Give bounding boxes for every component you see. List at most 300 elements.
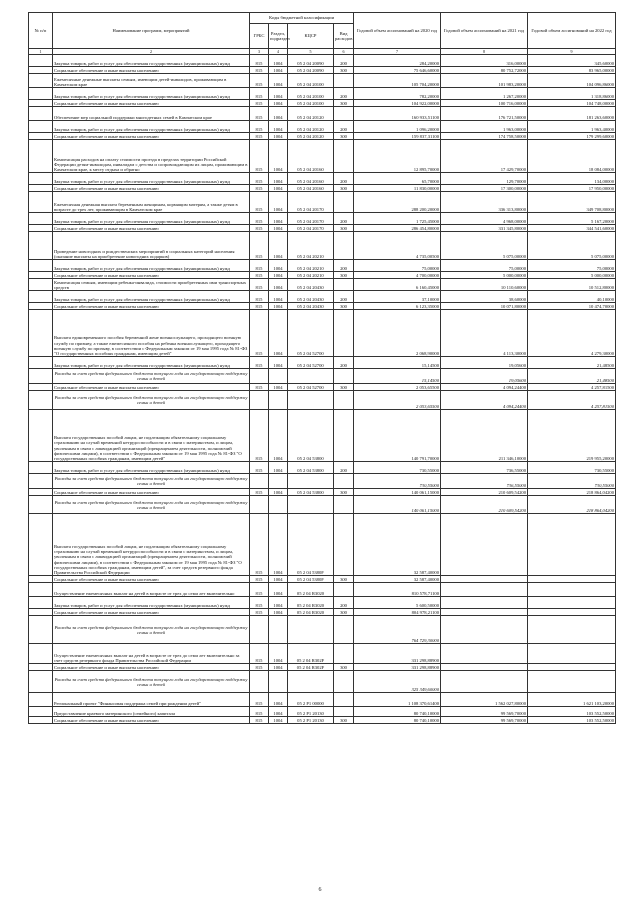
cell-2022: 349 708,80000 <box>528 192 616 213</box>
cell-2021: 336 313,80000 <box>441 192 528 213</box>
cell-vr: 300 <box>334 133 354 140</box>
cell-2022: 104 096,86000 <box>528 74 616 88</box>
cell-2021: 316,00000 <box>441 55 528 67</box>
cell-2022: 83 965,00000 <box>528 67 616 74</box>
cell-num <box>29 121 53 133</box>
cell-vr: 300 <box>334 717 354 724</box>
cell-2020: 730,55000 <box>354 462 441 474</box>
cell-2020: 4 700,00000 <box>354 272 441 279</box>
cell-2020: 1 108 370,61400 <box>354 693 441 707</box>
cell-name: Закупка товаров, работ и услуг для обеспечения государственных (муниципальных) нужд <box>53 88 250 100</box>
cell-2022 <box>528 671 616 693</box>
cell-name: Ежемесячные денежные выплаты семьям, имеющим детей-инвалидов, проживающим в Камчатском крае <box>53 74 250 88</box>
cell-name: Закупка товаров, работ и услуг для обеспечения государственных (муниципальных) нужд <box>53 597 250 609</box>
cell-grbs: 815 <box>250 107 269 121</box>
table-row <box>29 693 616 707</box>
cell-2020: 140 061,15000 <box>354 496 441 514</box>
cell-2020: 159 837,31100 <box>354 133 441 140</box>
cell-section: 1004 <box>269 707 288 717</box>
table-row <box>29 232 616 260</box>
cell-vr <box>334 474 354 489</box>
cell-name: Предоставление краевого материнского (семейного) капитала <box>53 707 250 717</box>
cell-vr <box>334 232 354 260</box>
cell-2020: 140 061,15000 <box>354 489 441 496</box>
table-row <box>29 310 616 357</box>
cell-num <box>29 496 53 514</box>
cell-2022: 218 864,04200 <box>528 496 616 514</box>
table-row <box>29 107 616 121</box>
cell-vr <box>334 410 354 462</box>
cell-2022: 1 963,40000 <box>528 121 616 133</box>
cell-2021: 4 094,24400 <box>441 391 528 410</box>
cell-grbs: 815 <box>250 717 269 724</box>
cell-num <box>29 192 53 213</box>
cell-name: Выплата государственных пособий лицам, не подлежащим обязательному социальному страхованию на случай временной нетрудоспособности и в связи с материнством, и лицам, уволенным в связи с ликвидацией организаций (прекращением деятельности, полномочий физическими лицами), в соответствии с Федеральным законом от 19 мая 1995 года № 81-ФЗ "О государственных пособиях гражданам, имеющим детей" <box>53 410 250 462</box>
cell-2021: 211 346,10000 <box>441 410 528 462</box>
cell-section: 1004 <box>269 67 288 74</box>
cell-ktsr: 05 2 04 R3020 <box>288 609 334 616</box>
cell-grbs: 815 <box>250 55 269 67</box>
table-row <box>29 410 616 462</box>
cell-2022 <box>528 644 616 664</box>
cell-2020: 782,20000 <box>354 88 441 100</box>
cell-2020: 6 123,35000 <box>354 303 441 310</box>
budget-table <box>28 12 616 724</box>
table-note-row <box>29 369 616 384</box>
table-row <box>29 609 616 616</box>
cell-num <box>29 88 53 100</box>
cell-grbs: 815 <box>250 597 269 609</box>
cell-section: 1004 <box>269 173 288 185</box>
cell-vr: 200 <box>334 260 354 272</box>
cell-name: Закупка товаров, работ и услуг для обеспечения государственных (муниципальных) нужд <box>53 213 250 225</box>
col-num-9: 9 <box>528 49 616 55</box>
cell-2021: 331 345,80000 <box>441 225 528 232</box>
cell-num <box>29 609 53 616</box>
cell-ktsr: 05 2 04 53800 <box>288 410 334 462</box>
cell-vr: 300 <box>334 576 354 583</box>
table-row <box>29 260 616 272</box>
cell-2020: 65,70000 <box>354 173 441 185</box>
budget-table-body <box>29 55 616 724</box>
cell-vr <box>334 707 354 717</box>
cell-vr <box>334 583 354 597</box>
cell-2022: 103 552,50000 <box>528 707 616 717</box>
table-row <box>29 67 616 74</box>
cell-2020: 32 587,40000 <box>354 576 441 583</box>
cell-ktsr: 05 2 04 20120 <box>288 121 334 133</box>
cell-2022: 218 864,04200 <box>528 489 616 496</box>
cell-vr: 200 <box>334 291 354 303</box>
cell-ktsr: 05 2 04 20160 <box>288 173 334 185</box>
cell-grbs: 815 <box>250 232 269 260</box>
cell-name: Ежемесячная денежная выплата беременным женщинам, кормящим матерям, а также детям в возрасте до трех лет, проживающим в Камчатском крае <box>53 192 250 213</box>
cell-vr <box>334 644 354 664</box>
cell-ktsr: 05 2 04 20170 <box>288 225 334 232</box>
cell-ktsr: 05 2 04 20160 <box>288 185 334 192</box>
cell-section: 1004 <box>269 225 288 232</box>
table-row <box>29 717 616 724</box>
cell-vr: 200 <box>334 213 354 225</box>
cell-name: Компенсация семьям, имеющим ребенка-инвалида, стоимости приобретенных ими транспортных средств <box>53 279 250 291</box>
cell-section: 1004 <box>269 192 288 213</box>
table-row <box>29 225 616 232</box>
cell-name: Выплата государственных пособий лицам, не подлежащим обязательному социальному страхованию на случай временной нетрудоспособности и в связи с материнством, и лицам, уволенным в связи с ликвидацией организаций (прекращением деятельности, полномочий физическими лицами), в соответствии с Федеральным законом от 19 мая 1995 года № 81-ФЗ "О государственных пособиях гражданам, имеющим детей", за счет средств резервного фонда Правительства Российской Федерации <box>53 514 250 576</box>
cell-vr: 300 <box>334 67 354 74</box>
cell-2020: 11 830,00000 <box>354 185 441 192</box>
cell-ktsr: 05 2 04 20100 <box>288 100 334 107</box>
table-note-row <box>29 496 616 514</box>
cell-num <box>29 489 53 496</box>
cell-vr: 200 <box>334 88 354 100</box>
cell-section: 1004 <box>269 55 288 67</box>
cell-grbs: 815 <box>250 272 269 279</box>
cell-num <box>29 213 53 225</box>
cell-name: Социальное обеспечение и иные выплаты населению <box>53 717 250 724</box>
cell-name: Расходы за счет средств федерального бюджета текущего года на государственную поддержку семьи и детей <box>53 496 250 514</box>
cell-name: Закупка товаров, работ и услуг для обеспечения государственных (муниципальных) нужд <box>53 173 250 185</box>
cell-num <box>29 410 53 462</box>
cell-vr <box>334 616 354 644</box>
table-row <box>29 576 616 583</box>
cell-2021: 1 267,20000 <box>441 88 528 100</box>
cell-ktsr: 05 2 04 20210 <box>288 232 334 260</box>
cell-vr: 200 <box>334 462 354 474</box>
cell-ktsr: 05 2 04 20430 <box>288 279 334 291</box>
cell-2022: 5 167,20000 <box>528 213 616 225</box>
cell-2020: 284,20000 <box>354 55 441 67</box>
cell-section: 1004 <box>269 260 288 272</box>
cell-ktsr <box>288 671 334 693</box>
cell-vr: 300 <box>334 609 354 616</box>
cell-name: Социальное обеспечение и иные выплаты населению <box>53 576 250 583</box>
cell-2022 <box>528 576 616 583</box>
cell-2021 <box>441 616 528 644</box>
cell-2022 <box>528 609 616 616</box>
cell-name: Социальное обеспечение и иные выплаты населению <box>53 185 250 192</box>
cell-name: Расходы за счет средств федерального бюджета текущего года на государственную поддержку семьи и детей <box>53 671 250 693</box>
col-header-2022: Годовой объем ассигнований на 2022 год <box>528 13 616 49</box>
cell-section: 1004 <box>269 121 288 133</box>
cell-name: Закупка товаров, работ и услуг для обеспечения государственных (муниципальных) нужд <box>53 260 250 272</box>
table-row <box>29 664 616 671</box>
cell-section: 1004 <box>269 185 288 192</box>
cell-2020: 32 587,40000 <box>354 514 441 576</box>
cell-grbs: 815 <box>250 185 269 192</box>
cell-ktsr: 05 2 04 20090 <box>288 67 334 74</box>
cell-name: Социальное обеспечение и иные выплаты населению <box>53 225 250 232</box>
cell-2022: 730,55000 <box>528 462 616 474</box>
cell-ktsr: 05 2 04 5380F <box>288 576 334 583</box>
page-number: 6 <box>318 887 322 893</box>
cell-section: 1004 <box>269 232 288 260</box>
cell-2021: 17 300,00000 <box>441 185 528 192</box>
cell-2022: 75,00000 <box>528 260 616 272</box>
cell-num <box>29 225 53 232</box>
cell-vr <box>334 140 354 173</box>
cell-2022: 21,48500 <box>528 369 616 384</box>
cell-grbs: 815 <box>250 303 269 310</box>
cell-vr: 200 <box>334 173 354 185</box>
cell-grbs: 815 <box>250 133 269 140</box>
cell-2021: 736,55000 <box>441 474 528 489</box>
table-note-row <box>29 671 616 693</box>
cell-2021 <box>441 609 528 616</box>
cell-section: 1004 <box>269 140 288 173</box>
cell-ktsr: 05 2 04 52700 <box>288 310 334 357</box>
cell-ktsr: 05 2 P1 20130 <box>288 717 334 724</box>
cell-num <box>29 664 53 671</box>
cell-2022: 134,00000 <box>528 173 616 185</box>
cell-2020: 730,55000 <box>354 474 441 489</box>
cell-section: 1004 <box>269 583 288 597</box>
cell-section <box>269 671 288 693</box>
cell-2020: 75,00000 <box>354 260 441 272</box>
cell-2021: 1 562 027,80000 <box>441 693 528 707</box>
cell-name: Расходы за счет средств федерального бюджета текущего года на государственную поддержку семьи и детей <box>53 369 250 384</box>
cell-grbs: 815 <box>250 67 269 74</box>
cell-name: Закупка товаров, работ и услуг для обеспечения государственных (муниципальных) нужд <box>53 121 250 133</box>
cell-grbs: 815 <box>250 279 269 291</box>
cell-ktsr: 05 2 04 20120 <box>288 133 334 140</box>
table-row <box>29 192 616 213</box>
cell-grbs: 815 <box>250 514 269 576</box>
cell-section <box>269 616 288 644</box>
cell-num <box>29 514 53 576</box>
cell-num <box>29 232 53 260</box>
cell-2021: 10 071,80000 <box>441 303 528 310</box>
col-num-5: 5 <box>288 49 334 55</box>
cell-vr: 200 <box>334 357 354 369</box>
cell-2022: 5 075,00000 <box>528 232 616 260</box>
cell-vr: 200 <box>334 121 354 133</box>
header-row-1 <box>29 13 616 24</box>
cell-2022: 4 279,30000 <box>528 310 616 357</box>
cell-num <box>29 707 53 717</box>
cell-2021: 100 716,00000 <box>441 100 528 107</box>
cell-ktsr: 05 2 04 53800 <box>288 462 334 474</box>
cell-2021: 176 721,50000 <box>441 107 528 121</box>
cell-grbs: 815 <box>250 576 269 583</box>
cell-num <box>29 74 53 88</box>
cell-2020: 810 578,71100 <box>354 583 441 597</box>
cell-ktsr: 05 2 04 20100 <box>288 74 334 88</box>
cell-ktsr <box>288 391 334 410</box>
cell-section: 1004 <box>269 88 288 100</box>
cell-ktsr: 05 2 04 20170 <box>288 192 334 213</box>
cell-2022: 344 541,60000 <box>528 225 616 232</box>
cell-2021: 210 609,54200 <box>441 496 528 514</box>
cell-2021 <box>441 583 528 597</box>
cell-section: 1004 <box>269 489 288 496</box>
table-row <box>29 100 616 107</box>
cell-2021: 80 752,72000 <box>441 67 528 74</box>
cell-ktsr: 05 2 04 20430 <box>288 303 334 310</box>
cell-grbs: 815 <box>250 260 269 272</box>
cell-2021: 75,00000 <box>441 260 528 272</box>
cell-num <box>29 576 53 583</box>
col-num-8: 8 <box>441 49 528 55</box>
table-row <box>29 514 616 576</box>
cell-vr <box>334 310 354 357</box>
table-row <box>29 55 616 67</box>
cell-vr <box>334 74 354 88</box>
cell-name: Обеспечение мер социальной поддержки многодетных семей в Камчатском крае <box>53 107 250 121</box>
cell-grbs: 815 <box>250 310 269 357</box>
cell-2021: 19,05600 <box>441 369 528 384</box>
cell-grbs: 815 <box>250 225 269 232</box>
cell-grbs <box>250 671 269 693</box>
cell-ktsr: 05 2 P1 00000 <box>288 693 334 707</box>
cell-vr <box>334 693 354 707</box>
cell-num <box>29 474 53 489</box>
cell-num <box>29 303 53 310</box>
cell-grbs: 815 <box>250 489 269 496</box>
cell-grbs: 815 <box>250 644 269 664</box>
cell-name: Социальное обеспечение и иные выплаты населению <box>53 664 250 671</box>
cell-grbs: 815 <box>250 410 269 462</box>
cell-ktsr: 05 2 04 20090 <box>288 55 334 67</box>
cell-ktsr: 05 2 04 52700 <box>288 357 334 369</box>
table-row <box>29 707 616 717</box>
col-header-2020: Годовой объем ассигнований на 2020 год <box>354 13 441 49</box>
cell-2022: 1 318,86000 <box>528 88 616 100</box>
cell-section: 1004 <box>269 576 288 583</box>
col-header-name: Наименование программ, мероприятий <box>53 13 250 49</box>
cell-2022 <box>528 664 616 671</box>
cell-ktsr: 05 2 04 20120 <box>288 107 334 121</box>
table-row <box>29 213 616 225</box>
cell-ktsr: 05 2 04 20100 <box>288 88 334 100</box>
table-row <box>29 272 616 279</box>
cell-vr: 300 <box>334 225 354 232</box>
cell-2021 <box>441 514 528 576</box>
cell-2021 <box>441 597 528 609</box>
cell-section: 1004 <box>269 597 288 609</box>
cell-ktsr: 05 2 04 20430 <box>288 291 334 303</box>
cell-name: Региональный проект "Финансовая поддержка семей при рождении детей" <box>53 693 250 707</box>
cell-2021 <box>441 576 528 583</box>
cell-2022 <box>528 514 616 576</box>
cell-2020: 288 200,20000 <box>354 192 441 213</box>
cell-2021: 19,05600 <box>441 357 528 369</box>
cell-section <box>269 391 288 410</box>
cell-2020: 331 298,88900 <box>354 664 441 671</box>
cell-num <box>29 597 53 609</box>
cell-section: 1004 <box>269 74 288 88</box>
cell-2020: 5 600,50000 <box>354 597 441 609</box>
cell-grbs: 815 <box>250 583 269 597</box>
cell-vr <box>334 107 354 121</box>
cell-section: 1004 <box>269 609 288 616</box>
col-header-section: Раздел, подраздел <box>269 24 288 49</box>
cell-2021: 38,60000 <box>441 291 528 303</box>
cell-2022: 345,60000 <box>528 55 616 67</box>
table-note-row <box>29 616 616 644</box>
cell-2022 <box>528 597 616 609</box>
cell-2020: 75 646,60000 <box>354 67 441 74</box>
cell-2020: 331 298,88900 <box>354 644 441 664</box>
table-row <box>29 644 616 664</box>
table-row <box>29 597 616 609</box>
cell-2022: 10 512,80000 <box>528 279 616 291</box>
cell-name: Закупка товаров, работ и услуг для обеспечения государственных (муниципальных) нужд <box>53 291 250 303</box>
cell-name: Осуществление ежемесячных выплат на детей в возрасте от трех до семи лет включительно <box>53 583 250 597</box>
table-row <box>29 133 616 140</box>
cell-grbs: 815 <box>250 100 269 107</box>
table-row <box>29 462 616 474</box>
cell-2020: 6 160,45000 <box>354 279 441 291</box>
cell-2021 <box>441 644 528 664</box>
cell-grbs: 815 <box>250 664 269 671</box>
cell-vr <box>334 192 354 213</box>
cell-ktsr <box>288 496 334 514</box>
cell-2022: 40,10000 <box>528 291 616 303</box>
cell-2021: 736,55000 <box>441 462 528 474</box>
cell-2021: 101 983,20000 <box>441 74 528 88</box>
table-row <box>29 173 616 185</box>
cell-2020: 286 454,80000 <box>354 225 441 232</box>
cell-section: 1004 <box>269 272 288 279</box>
cell-grbs: 815 <box>250 192 269 213</box>
col-num-1: 1 <box>29 49 53 55</box>
cell-2020: 104 922,00000 <box>354 100 441 107</box>
cell-2020: 1 725,45000 <box>354 213 441 225</box>
cell-2020: 2 068,90000 <box>354 310 441 357</box>
cell-vr: 300 <box>334 489 354 496</box>
cell-section <box>269 369 288 384</box>
cell-grbs: 815 <box>250 707 269 717</box>
cell-2021: 4 113,30000 <box>441 310 528 357</box>
cell-name: Социальное обеспечение и иные выплаты населению <box>53 384 250 391</box>
cell-vr: 200 <box>334 597 354 609</box>
cell-section: 1004 <box>269 693 288 707</box>
table-row <box>29 279 616 291</box>
col-num-3: 3 <box>250 49 269 55</box>
cell-grbs: 815 <box>250 357 269 369</box>
cell-name: Компенсация расходов на оплату стоимости проезда в пределах территории Российской Федерации детям-инвалидам, инвалидам с детства и сопровождающим их лицам, проживающим в Камчатском крае, к месту отдыха и обратно <box>53 140 250 173</box>
cell-ktsr: 05 2 04 20160 <box>288 140 334 173</box>
cell-grbs <box>250 496 269 514</box>
cell-2020: 15,14500 <box>354 357 441 369</box>
cell-2022: 5 000,00000 <box>528 272 616 279</box>
cell-grbs: 815 <box>250 140 269 173</box>
cell-num <box>29 583 53 597</box>
cell-ktsr <box>288 369 334 384</box>
cell-ktsr: 05 2 04 5380F <box>288 514 334 576</box>
cell-section: 1004 <box>269 357 288 369</box>
cell-num <box>29 693 53 707</box>
cell-2022: 181 263,60000 <box>528 107 616 121</box>
cell-2021: 1 963,00000 <box>441 121 528 133</box>
cell-2020: 12 895,70000 <box>354 140 441 173</box>
cell-section: 1004 <box>269 310 288 357</box>
cell-2022: 104 748,00000 <box>528 100 616 107</box>
cell-num <box>29 140 53 173</box>
cell-section: 1004 <box>269 133 288 140</box>
cell-ktsr: 05 2 04 R3020 <box>288 583 334 597</box>
cell-grbs: 815 <box>250 213 269 225</box>
cell-vr <box>334 514 354 576</box>
cell-2020: 15,14500 <box>354 369 441 384</box>
col-header-ktsr: КЦСР <box>288 24 334 49</box>
cell-grbs: 815 <box>250 74 269 88</box>
col-num-7: 7 <box>354 49 441 55</box>
cell-name: Закупка товаров, работ и услуг для обеспечения государственных (муниципальных) нужд <box>53 55 250 67</box>
cell-num <box>29 291 53 303</box>
col-header-2021: Годовой объем ассигнований на 2021 год <box>441 13 528 49</box>
cell-vr: 300 <box>334 272 354 279</box>
